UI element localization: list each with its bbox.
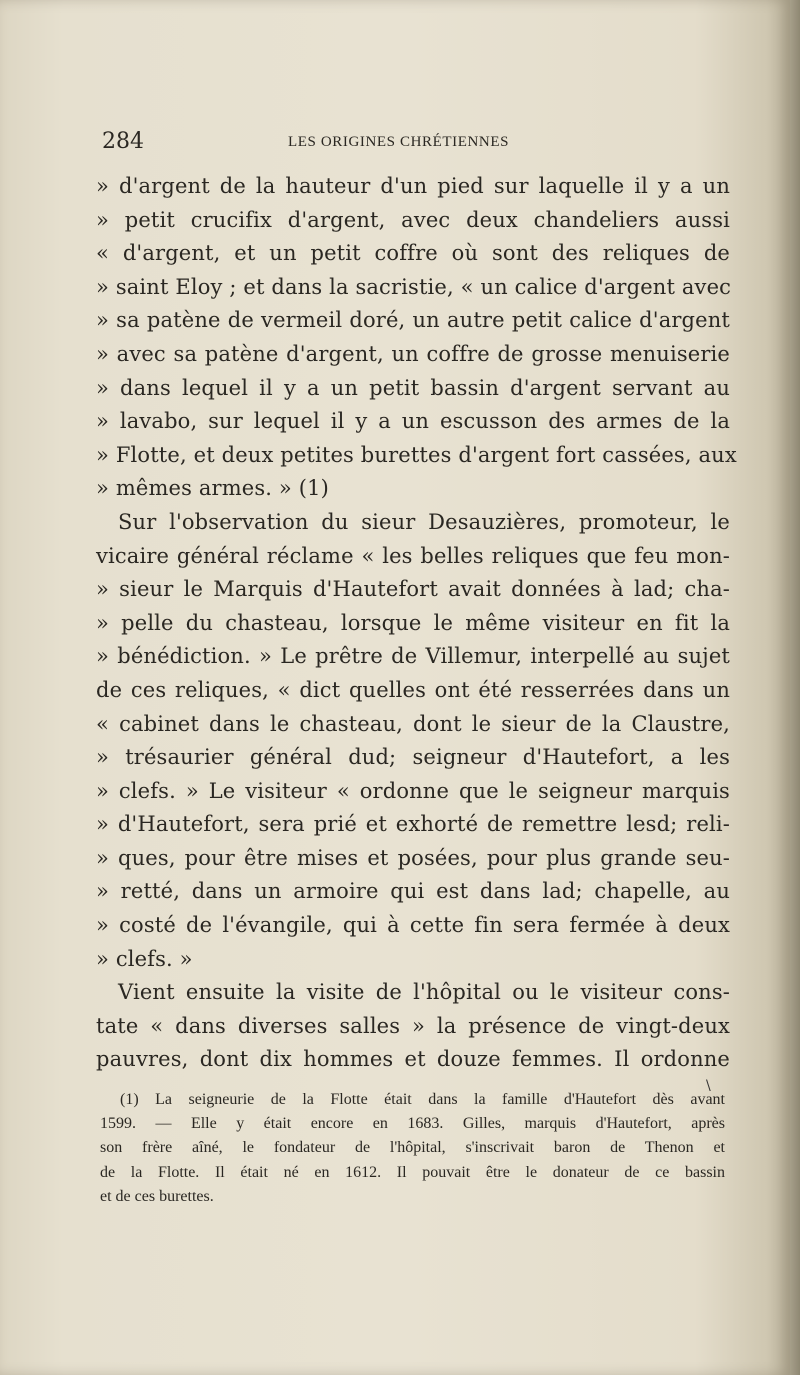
- page-number: 284: [102, 129, 144, 154]
- text-line: « d'argent, et un petit coffre où sont des reliques de: [96, 241, 730, 266]
- footnote-line: (1) La seigneurie de la Flotte était dans la famille d'Hautefort dès avant: [120, 1091, 725, 1108]
- text-line: » bénédiction. » Le prêtre de Villemur, interpellé au sujet: [96, 644, 730, 669]
- text-line: » d'Hautefort, sera prié et exhorté de remettre lesd; reli-: [96, 812, 730, 837]
- text-line: de ces reliques, « dict quelles ont été resserrées dans un: [96, 677, 730, 702]
- text-line: » trésaurier général dud; seigneur d'Hautefort, a les: [96, 745, 730, 770]
- text-line: » lavabo, sur lequel il y a un escusson des armes de la: [96, 409, 730, 434]
- stray-mark: \: [706, 1078, 711, 1094]
- text-line: » sieur le Marquis d'Hautefort avait données à lad; cha-: [96, 577, 730, 602]
- footnote: [100, 1088, 725, 1209]
- paragraph-start: Sur l'observation du sieur Desauzières, promoteur, le: [118, 509, 730, 534]
- text-line: » Flotte, et deux petites burettes d'argent fort cassées, aux: [96, 442, 737, 467]
- text-line: » retté, dans un armoire qui est dans lad; chapelle, au: [96, 879, 730, 904]
- page-edge: [790, 0, 800, 1375]
- text-line: vicaire général réclame « les belles reliques que feu mon-: [96, 543, 730, 568]
- footnote-line: 1599. — Elle y était encore en 1683. Gilles, marquis d'Hautefort, après: [100, 1115, 725, 1133]
- text-line: » saint Eloy ; et dans la sacristie, « un calice d'argent avec: [96, 274, 732, 299]
- footnote-line: son frère aîné, le fondateur de l'hôpital, s'inscrivait baron de Thenon et: [100, 1139, 725, 1157]
- body-text: [96, 170, 737, 1077]
- text-line: » pelle du chasteau, lorsque le même visiteur en fit la: [96, 610, 730, 635]
- text-line: » clefs. »: [96, 946, 193, 971]
- text-line: » petit crucifix d'argent, avec deux chandeliers aussi: [96, 207, 730, 232]
- text-line: « cabinet dans le chasteau, dont le sieur de la Claustre,: [96, 711, 730, 736]
- text-line: » costé de l'évangile, qui à cette fin sera fermée à deux: [96, 913, 730, 938]
- text-line: » ques, pour être mises et posées, pour plus grande seu-: [96, 845, 730, 870]
- text-line: » d'argent de la hauteur d'un pied sur laquelle il y a un: [96, 174, 730, 198]
- text-line: » dans lequel il y a un petit bassin d'argent servant au: [96, 375, 730, 400]
- text-line: » clefs. » Le visiteur « ordonne que le seigneur marquis: [96, 778, 730, 803]
- text-line: » sa patène de vermeil doré, un autre petit calice d'argent: [96, 308, 730, 333]
- running-title: LES ORIGINES CHRÉTIENNES: [288, 134, 510, 150]
- text-line: pauvres, dont dix hommes et douze femmes. Il ordonne: [96, 1047, 730, 1072]
- text-line: » avec sa patène d'argent, un coffre de grosse menuiserie: [96, 341, 730, 366]
- paragraph-start: Vient ensuite la visite de l'hôpital ou le visiteur cons-: [118, 980, 730, 1005]
- text-line: tate « dans diverses salles » la présence de vingt-deux: [96, 1013, 730, 1038]
- text-line: » mêmes armes. » (1): [96, 476, 329, 501]
- footnote-line: de la Flotte. Il était né en 1612. Il pouvait être le donateur de ce bassin: [100, 1163, 725, 1181]
- footnote-line: et de ces burettes.: [100, 1187, 214, 1205]
- page-header: [102, 129, 742, 159]
